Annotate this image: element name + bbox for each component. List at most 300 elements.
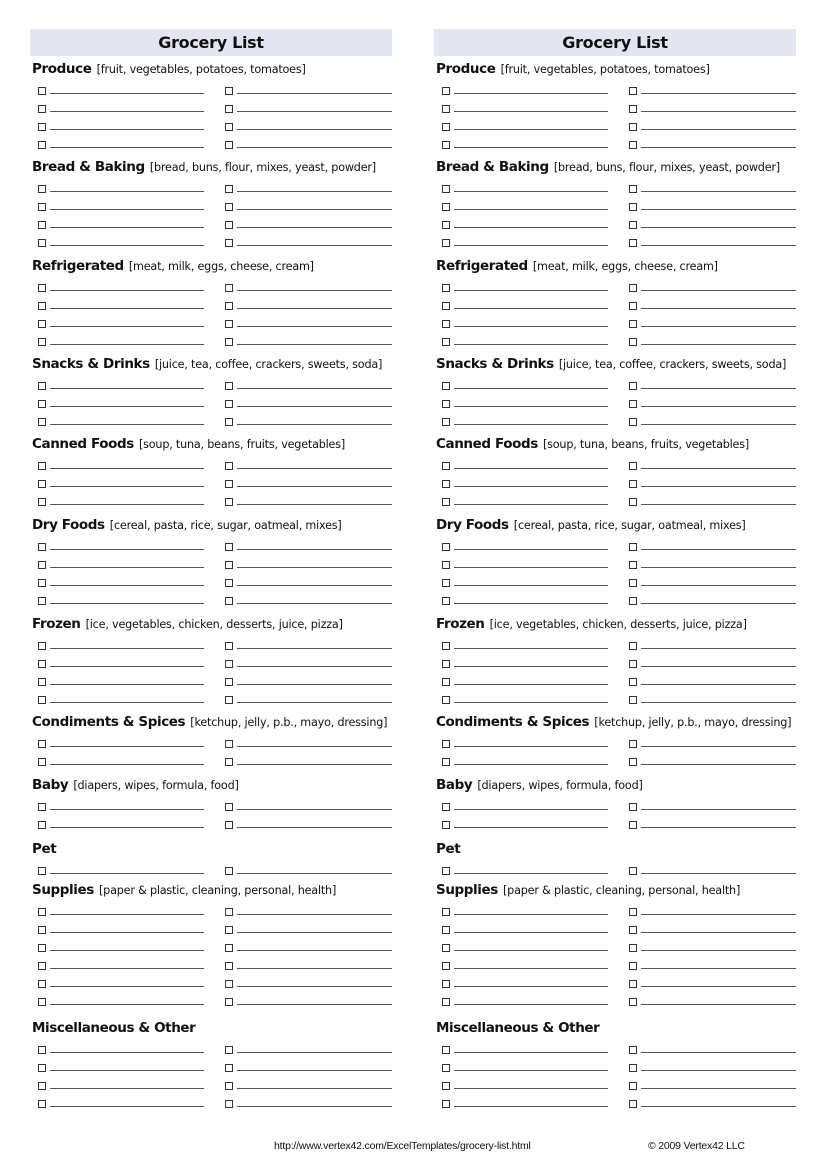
checkbox-icon[interactable] (225, 338, 233, 346)
checkbox-icon[interactable] (629, 302, 637, 310)
checkbox-icon[interactable] (629, 696, 637, 704)
checkbox-icon[interactable] (629, 660, 637, 668)
checkbox-icon[interactable] (38, 221, 46, 229)
write-in-line[interactable] (454, 549, 608, 550)
checkbox-icon[interactable] (442, 579, 450, 587)
checkbox-icon[interactable] (442, 1064, 450, 1072)
checkbox-icon[interactable] (38, 926, 46, 934)
checkbox-icon[interactable] (225, 660, 233, 668)
checkbox-icon[interactable] (442, 998, 450, 1006)
checkbox-icon[interactable] (442, 105, 450, 113)
write-in-line[interactable] (641, 326, 796, 327)
checkbox-icon[interactable] (38, 462, 46, 470)
checkbox-icon[interactable] (629, 678, 637, 686)
write-in-line[interactable] (50, 326, 204, 327)
write-in-line[interactable] (237, 648, 392, 649)
write-in-line[interactable] (237, 1004, 392, 1005)
write-in-line[interactable] (50, 111, 204, 112)
checkbox-icon[interactable] (442, 821, 450, 829)
checkbox-icon[interactable] (629, 400, 637, 408)
write-in-line[interactable] (641, 827, 796, 828)
write-in-line[interactable] (454, 873, 608, 874)
write-in-line[interactable] (454, 603, 608, 604)
checkbox-icon[interactable] (225, 561, 233, 569)
write-in-line[interactable] (641, 1070, 796, 1071)
checkbox-icon[interactable] (225, 462, 233, 470)
checkbox-icon[interactable] (629, 105, 637, 113)
checkbox-icon[interactable] (629, 579, 637, 587)
write-in-line[interactable] (237, 209, 392, 210)
checkbox-icon[interactable] (629, 962, 637, 970)
checkbox-icon[interactable] (38, 543, 46, 551)
checkbox-icon[interactable] (38, 642, 46, 650)
checkbox-icon[interactable] (629, 1082, 637, 1090)
checkbox-icon[interactable] (38, 480, 46, 488)
checkbox-icon[interactable] (629, 980, 637, 988)
checkbox-icon[interactable] (38, 1064, 46, 1072)
checkbox-icon[interactable] (629, 867, 637, 875)
write-in-line[interactable] (237, 191, 392, 192)
write-in-line[interactable] (50, 603, 204, 604)
write-in-line[interactable] (237, 504, 392, 505)
checkbox-icon[interactable] (225, 821, 233, 829)
write-in-line[interactable] (50, 245, 204, 246)
checkbox-icon[interactable] (225, 185, 233, 193)
write-in-line[interactable] (237, 1088, 392, 1089)
write-in-line[interactable] (641, 1052, 796, 1053)
write-in-line[interactable] (454, 290, 608, 291)
checkbox-icon[interactable] (38, 418, 46, 426)
checkbox-icon[interactable] (629, 561, 637, 569)
write-in-line[interactable] (454, 388, 608, 389)
checkbox-icon[interactable] (629, 597, 637, 605)
write-in-line[interactable] (454, 968, 608, 969)
write-in-line[interactable] (641, 147, 796, 148)
checkbox-icon[interactable] (442, 284, 450, 292)
write-in-line[interactable] (454, 245, 608, 246)
checkbox-icon[interactable] (225, 418, 233, 426)
checkbox-icon[interactable] (38, 660, 46, 668)
checkbox-icon[interactable] (442, 87, 450, 95)
checkbox-icon[interactable] (629, 821, 637, 829)
write-in-line[interactable] (641, 809, 796, 810)
checkbox-icon[interactable] (225, 803, 233, 811)
checkbox-icon[interactable] (225, 239, 233, 247)
checkbox-icon[interactable] (225, 141, 233, 149)
checkbox-icon[interactable] (225, 123, 233, 131)
write-in-line[interactable] (454, 227, 608, 228)
write-in-line[interactable] (454, 468, 608, 469)
write-in-line[interactable] (50, 827, 204, 828)
checkbox-icon[interactable] (38, 87, 46, 95)
write-in-line[interactable] (237, 702, 392, 703)
checkbox-icon[interactable] (225, 1046, 233, 1054)
checkbox-icon[interactable] (442, 696, 450, 704)
write-in-line[interactable] (454, 950, 608, 951)
write-in-line[interactable] (454, 111, 608, 112)
checkbox-icon[interactable] (629, 758, 637, 766)
checkbox-icon[interactable] (629, 185, 637, 193)
write-in-line[interactable] (237, 873, 392, 874)
checkbox-icon[interactable] (442, 480, 450, 488)
checkbox-icon[interactable] (38, 284, 46, 292)
write-in-line[interactable] (50, 424, 204, 425)
checkbox-icon[interactable] (225, 480, 233, 488)
write-in-line[interactable] (237, 1052, 392, 1053)
checkbox-icon[interactable] (442, 418, 450, 426)
write-in-line[interactable] (50, 1052, 204, 1053)
write-in-line[interactable] (50, 468, 204, 469)
checkbox-icon[interactable] (225, 980, 233, 988)
write-in-line[interactable] (50, 93, 204, 94)
checkbox-icon[interactable] (442, 926, 450, 934)
write-in-line[interactable] (454, 764, 608, 765)
write-in-line[interactable] (50, 585, 204, 586)
checkbox-icon[interactable] (38, 944, 46, 952)
checkbox-icon[interactable] (442, 1046, 450, 1054)
checkbox-icon[interactable] (629, 908, 637, 916)
checkbox-icon[interactable] (629, 203, 637, 211)
write-in-line[interactable] (641, 702, 796, 703)
write-in-line[interactable] (50, 406, 204, 407)
write-in-line[interactable] (454, 406, 608, 407)
write-in-line[interactable] (641, 406, 796, 407)
checkbox-icon[interactable] (442, 382, 450, 390)
write-in-line[interactable] (50, 764, 204, 765)
write-in-line[interactable] (454, 1004, 608, 1005)
write-in-line[interactable] (50, 504, 204, 505)
checkbox-icon[interactable] (38, 962, 46, 970)
write-in-line[interactable] (50, 486, 204, 487)
write-in-line[interactable] (454, 666, 608, 667)
checkbox-icon[interactable] (38, 998, 46, 1006)
write-in-line[interactable] (50, 191, 204, 192)
write-in-line[interactable] (454, 93, 608, 94)
checkbox-icon[interactable] (629, 320, 637, 328)
write-in-line[interactable] (641, 648, 796, 649)
checkbox-icon[interactable] (442, 803, 450, 811)
checkbox-icon[interactable] (442, 660, 450, 668)
write-in-line[interactable] (50, 648, 204, 649)
checkbox-icon[interactable] (225, 740, 233, 748)
checkbox-icon[interactable] (442, 908, 450, 916)
write-in-line[interactable] (237, 245, 392, 246)
checkbox-icon[interactable] (225, 87, 233, 95)
checkbox-icon[interactable] (442, 962, 450, 970)
write-in-line[interactable] (50, 746, 204, 747)
write-in-line[interactable] (641, 129, 796, 130)
write-in-line[interactable] (641, 1004, 796, 1005)
write-in-line[interactable] (237, 486, 392, 487)
checkbox-icon[interactable] (629, 944, 637, 952)
checkbox-icon[interactable] (442, 758, 450, 766)
write-in-line[interactable] (641, 1106, 796, 1107)
write-in-line[interactable] (641, 684, 796, 685)
checkbox-icon[interactable] (38, 400, 46, 408)
write-in-line[interactable] (454, 932, 608, 933)
write-in-line[interactable] (237, 603, 392, 604)
write-in-line[interactable] (454, 504, 608, 505)
checkbox-icon[interactable] (225, 998, 233, 1006)
checkbox-icon[interactable] (629, 498, 637, 506)
write-in-line[interactable] (50, 809, 204, 810)
checkbox-icon[interactable] (629, 926, 637, 934)
checkbox-icon[interactable] (225, 284, 233, 292)
write-in-line[interactable] (50, 873, 204, 874)
write-in-line[interactable] (454, 191, 608, 192)
checkbox-icon[interactable] (629, 418, 637, 426)
checkbox-icon[interactable] (442, 642, 450, 650)
checkbox-icon[interactable] (442, 1100, 450, 1108)
write-in-line[interactable] (50, 1070, 204, 1071)
checkbox-icon[interactable] (38, 382, 46, 390)
checkbox-icon[interactable] (442, 203, 450, 211)
checkbox-icon[interactable] (38, 105, 46, 113)
checkbox-icon[interactable] (442, 221, 450, 229)
write-in-line[interactable] (454, 809, 608, 810)
write-in-line[interactable] (237, 406, 392, 407)
write-in-line[interactable] (641, 344, 796, 345)
write-in-line[interactable] (50, 567, 204, 568)
checkbox-icon[interactable] (225, 678, 233, 686)
checkbox-icon[interactable] (442, 740, 450, 748)
checkbox-icon[interactable] (442, 543, 450, 551)
write-in-line[interactable] (50, 1088, 204, 1089)
write-in-line[interactable] (641, 111, 796, 112)
checkbox-icon[interactable] (38, 908, 46, 916)
write-in-line[interactable] (237, 666, 392, 667)
write-in-line[interactable] (237, 932, 392, 933)
write-in-line[interactable] (454, 746, 608, 747)
checkbox-icon[interactable] (629, 1100, 637, 1108)
write-in-line[interactable] (454, 986, 608, 987)
write-in-line[interactable] (237, 764, 392, 765)
write-in-line[interactable] (641, 914, 796, 915)
checkbox-icon[interactable] (442, 302, 450, 310)
checkbox-icon[interactable] (38, 980, 46, 988)
checkbox-icon[interactable] (38, 185, 46, 193)
checkbox-icon[interactable] (38, 1100, 46, 1108)
write-in-line[interactable] (454, 914, 608, 915)
write-in-line[interactable] (454, 567, 608, 568)
checkbox-icon[interactable] (442, 678, 450, 686)
write-in-line[interactable] (454, 1052, 608, 1053)
write-in-line[interactable] (50, 209, 204, 210)
checkbox-icon[interactable] (442, 597, 450, 605)
write-in-line[interactable] (641, 549, 796, 550)
write-in-line[interactable] (454, 1106, 608, 1107)
checkbox-icon[interactable] (225, 320, 233, 328)
checkbox-icon[interactable] (38, 123, 46, 131)
write-in-line[interactable] (50, 1106, 204, 1107)
checkbox-icon[interactable] (225, 302, 233, 310)
write-in-line[interactable] (50, 388, 204, 389)
checkbox-icon[interactable] (442, 338, 450, 346)
write-in-line[interactable] (641, 603, 796, 604)
checkbox-icon[interactable] (442, 400, 450, 408)
checkbox-icon[interactable] (629, 642, 637, 650)
checkbox-icon[interactable] (442, 1082, 450, 1090)
checkbox-icon[interactable] (38, 803, 46, 811)
write-in-line[interactable] (454, 344, 608, 345)
checkbox-icon[interactable] (442, 141, 450, 149)
write-in-line[interactable] (50, 950, 204, 951)
write-in-line[interactable] (237, 684, 392, 685)
checkbox-icon[interactable] (38, 740, 46, 748)
checkbox-icon[interactable] (225, 498, 233, 506)
write-in-line[interactable] (237, 468, 392, 469)
write-in-line[interactable] (454, 1088, 608, 1089)
write-in-line[interactable] (50, 308, 204, 309)
checkbox-icon[interactable] (38, 239, 46, 247)
write-in-line[interactable] (641, 290, 796, 291)
checkbox-icon[interactable] (225, 642, 233, 650)
checkbox-icon[interactable] (629, 284, 637, 292)
checkbox-icon[interactable] (629, 480, 637, 488)
checkbox-icon[interactable] (442, 561, 450, 569)
write-in-line[interactable] (237, 326, 392, 327)
checkbox-icon[interactable] (38, 678, 46, 686)
write-in-line[interactable] (641, 986, 796, 987)
checkbox-icon[interactable] (629, 239, 637, 247)
write-in-line[interactable] (237, 567, 392, 568)
checkbox-icon[interactable] (225, 1100, 233, 1108)
checkbox-icon[interactable] (629, 998, 637, 1006)
checkbox-icon[interactable] (629, 740, 637, 748)
write-in-line[interactable] (237, 129, 392, 130)
write-in-line[interactable] (454, 684, 608, 685)
write-in-line[interactable] (50, 1004, 204, 1005)
checkbox-icon[interactable] (442, 980, 450, 988)
write-in-line[interactable] (50, 344, 204, 345)
checkbox-icon[interactable] (225, 1064, 233, 1072)
checkbox-icon[interactable] (225, 944, 233, 952)
write-in-line[interactable] (50, 147, 204, 148)
write-in-line[interactable] (641, 308, 796, 309)
checkbox-icon[interactable] (225, 696, 233, 704)
checkbox-icon[interactable] (225, 926, 233, 934)
write-in-line[interactable] (641, 227, 796, 228)
checkbox-icon[interactable] (442, 498, 450, 506)
checkbox-icon[interactable] (629, 1046, 637, 1054)
checkbox-icon[interactable] (629, 462, 637, 470)
write-in-line[interactable] (237, 290, 392, 291)
write-in-line[interactable] (237, 227, 392, 228)
write-in-line[interactable] (237, 1070, 392, 1071)
checkbox-icon[interactable] (629, 141, 637, 149)
checkbox-icon[interactable] (38, 302, 46, 310)
write-in-line[interactable] (641, 873, 796, 874)
write-in-line[interactable] (641, 486, 796, 487)
write-in-line[interactable] (237, 147, 392, 148)
checkbox-icon[interactable] (225, 543, 233, 551)
write-in-line[interactable] (237, 986, 392, 987)
checkbox-icon[interactable] (442, 185, 450, 193)
write-in-line[interactable] (454, 648, 608, 649)
checkbox-icon[interactable] (38, 597, 46, 605)
checkbox-icon[interactable] (225, 382, 233, 390)
write-in-line[interactable] (454, 585, 608, 586)
write-in-line[interactable] (641, 468, 796, 469)
write-in-line[interactable] (50, 129, 204, 130)
write-in-line[interactable] (454, 1070, 608, 1071)
write-in-line[interactable] (50, 290, 204, 291)
write-in-line[interactable] (237, 827, 392, 828)
write-in-line[interactable] (50, 702, 204, 703)
write-in-line[interactable] (641, 585, 796, 586)
write-in-line[interactable] (237, 809, 392, 810)
checkbox-icon[interactable] (38, 579, 46, 587)
write-in-line[interactable] (641, 1088, 796, 1089)
checkbox-icon[interactable] (225, 400, 233, 408)
checkbox-icon[interactable] (225, 579, 233, 587)
write-in-line[interactable] (50, 968, 204, 969)
write-in-line[interactable] (237, 968, 392, 969)
checkbox-icon[interactable] (629, 87, 637, 95)
checkbox-icon[interactable] (225, 203, 233, 211)
write-in-line[interactable] (641, 567, 796, 568)
write-in-line[interactable] (454, 486, 608, 487)
checkbox-icon[interactable] (225, 758, 233, 766)
write-in-line[interactable] (237, 950, 392, 951)
checkbox-icon[interactable] (38, 758, 46, 766)
write-in-line[interactable] (237, 585, 392, 586)
write-in-line[interactable] (641, 209, 796, 210)
checkbox-icon[interactable] (442, 867, 450, 875)
checkbox-icon[interactable] (225, 105, 233, 113)
write-in-line[interactable] (237, 549, 392, 550)
checkbox-icon[interactable] (38, 141, 46, 149)
write-in-line[interactable] (237, 914, 392, 915)
write-in-line[interactable] (237, 111, 392, 112)
write-in-line[interactable] (454, 129, 608, 130)
checkbox-icon[interactable] (38, 1046, 46, 1054)
checkbox-icon[interactable] (629, 221, 637, 229)
checkbox-icon[interactable] (225, 221, 233, 229)
write-in-line[interactable] (454, 308, 608, 309)
checkbox-icon[interactable] (38, 320, 46, 328)
write-in-line[interactable] (50, 684, 204, 685)
checkbox-icon[interactable] (38, 696, 46, 704)
write-in-line[interactable] (454, 827, 608, 828)
checkbox-icon[interactable] (38, 821, 46, 829)
checkbox-icon[interactable] (38, 561, 46, 569)
checkbox-icon[interactable] (38, 203, 46, 211)
checkbox-icon[interactable] (38, 338, 46, 346)
checkbox-icon[interactable] (225, 597, 233, 605)
checkbox-icon[interactable] (442, 239, 450, 247)
write-in-line[interactable] (641, 666, 796, 667)
write-in-line[interactable] (237, 344, 392, 345)
checkbox-icon[interactable] (225, 867, 233, 875)
write-in-line[interactable] (641, 932, 796, 933)
checkbox-icon[interactable] (629, 543, 637, 551)
write-in-line[interactable] (641, 245, 796, 246)
write-in-line[interactable] (641, 93, 796, 94)
checkbox-icon[interactable] (629, 382, 637, 390)
write-in-line[interactable] (50, 986, 204, 987)
checkbox-icon[interactable] (442, 944, 450, 952)
write-in-line[interactable] (641, 191, 796, 192)
write-in-line[interactable] (50, 549, 204, 550)
write-in-line[interactable] (641, 950, 796, 951)
checkbox-icon[interactable] (442, 123, 450, 131)
write-in-line[interactable] (454, 209, 608, 210)
write-in-line[interactable] (641, 388, 796, 389)
checkbox-icon[interactable] (442, 320, 450, 328)
checkbox-icon[interactable] (629, 123, 637, 131)
checkbox-icon[interactable] (38, 867, 46, 875)
